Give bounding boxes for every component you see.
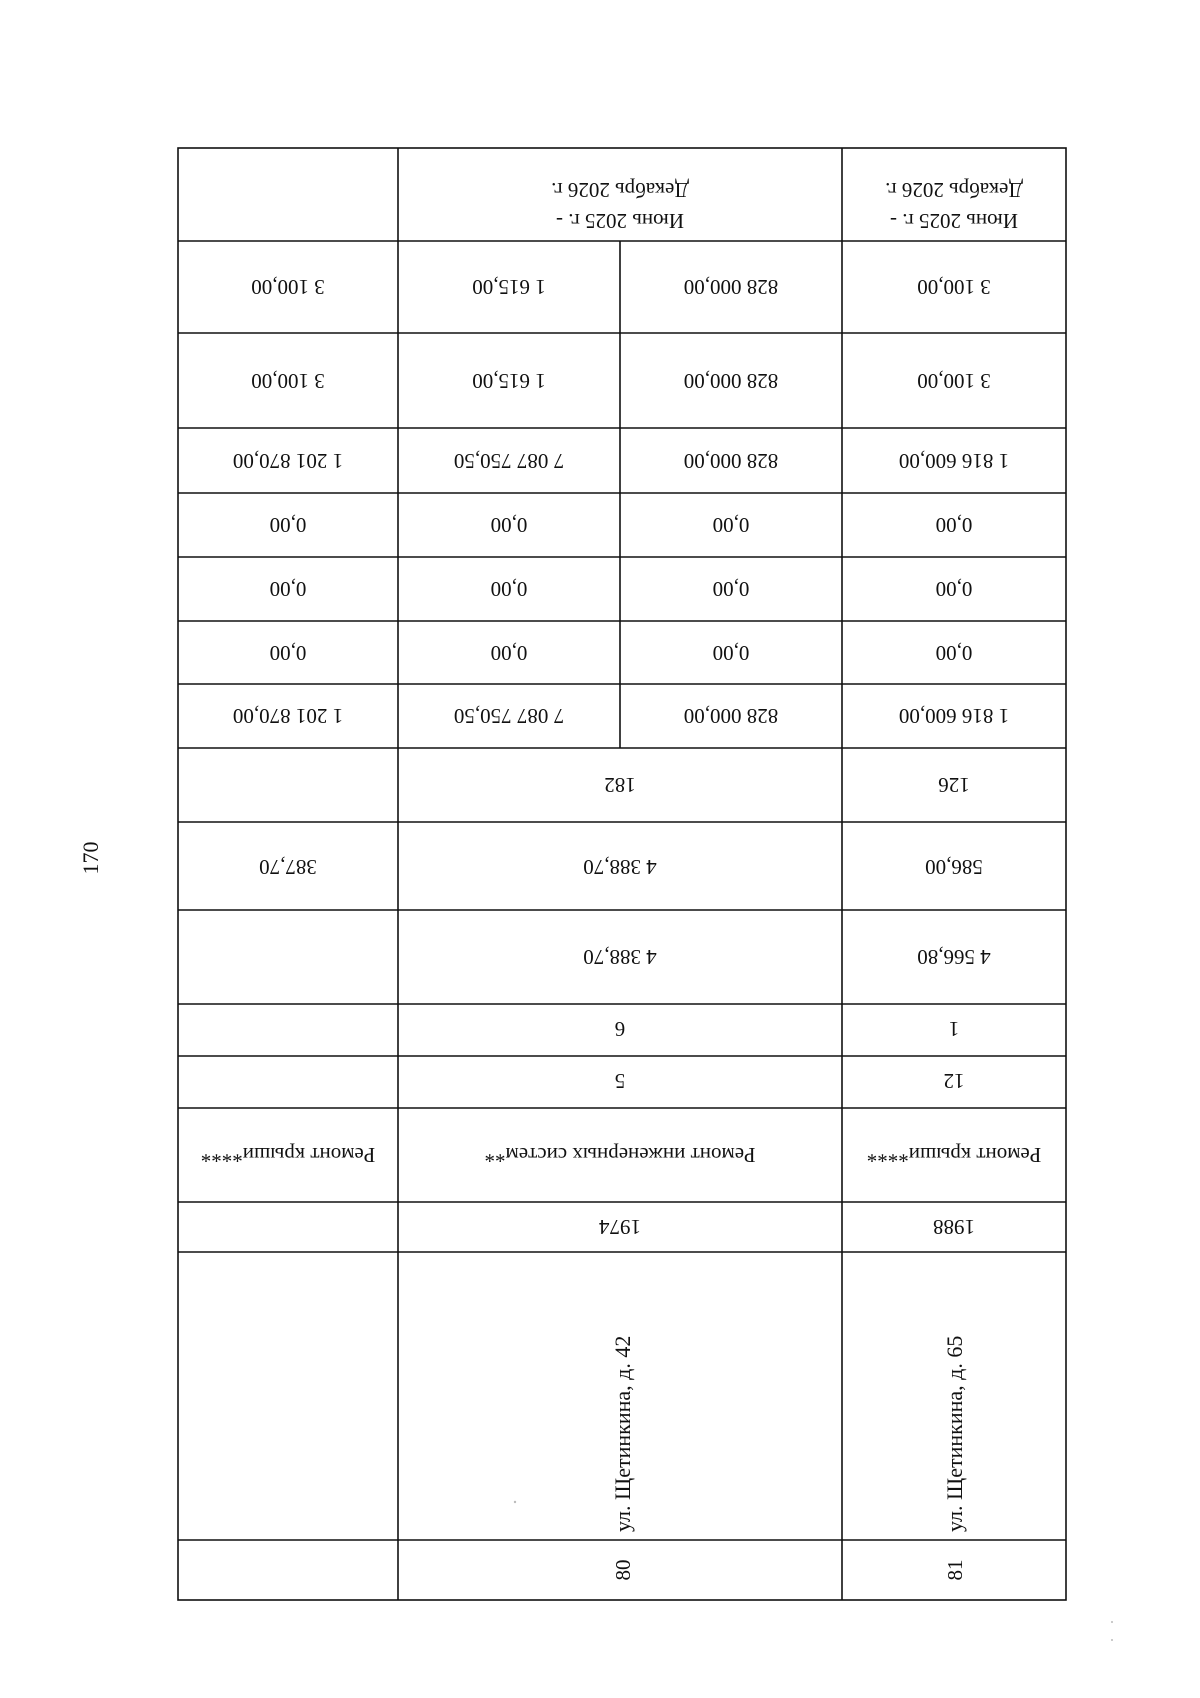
col-a: 0,00	[490, 641, 528, 665]
col-b: 0,00	[269, 577, 307, 601]
work-type: Ремонт крыши****	[866, 1143, 1042, 1167]
residents: 126	[938, 773, 970, 797]
col-b: 0,00	[935, 577, 973, 601]
cost-fund: 7 087 750,50	[453, 449, 565, 473]
col-c: 0,00	[490, 513, 528, 537]
entrances: 1	[948, 1017, 960, 1041]
row-80	[454, 178, 778, 1581]
col-b: 0,00	[490, 577, 528, 601]
col-a: 0,00	[712, 641, 750, 665]
cost-total: 1 201 870,00	[232, 704, 344, 728]
col-c: 0,00	[935, 513, 973, 537]
col-c: 0,00	[269, 513, 307, 537]
cost-total: 7 087 750,50	[453, 704, 565, 728]
row-80-roof	[201, 275, 375, 1167]
entrances: 6	[614, 1017, 626, 1041]
floors: 5	[614, 1069, 626, 1093]
area-work: 387,70	[259, 855, 317, 879]
scan-speck	[1111, 1639, 1113, 1641]
unit-cost: 1 615,00	[472, 369, 546, 393]
area-work: 4 388,70	[583, 855, 657, 879]
period-line-1: Июнь 2025 г. -	[556, 209, 684, 233]
floors: 12	[943, 1069, 965, 1093]
unit-limit: 828 000,00	[683, 275, 779, 299]
work-type: Ремонт крыши****	[200, 1143, 376, 1167]
address: ул. Щетинкина, д. 42	[610, 1335, 635, 1532]
col-a: 0,00	[269, 641, 307, 665]
col-a: 0,00	[935, 641, 973, 665]
row-number: 81	[943, 1559, 967, 1581]
unit-cost: 828 000,00	[683, 369, 779, 393]
work-type: Ремонт инженерных систем**	[484, 1143, 756, 1167]
cost-total: 1 816 600,00	[898, 704, 1010, 728]
period-line-2: Декабрь 2026 г.	[885, 178, 1023, 202]
scan-speck	[514, 1501, 516, 1503]
period-line-1: Июнь 2025 г. -	[890, 209, 1018, 233]
area-work: 586,00	[925, 855, 983, 879]
col-b: 0,00	[712, 577, 750, 601]
row-number: 80	[611, 1559, 635, 1581]
col-c: 0,00	[712, 513, 750, 537]
year: 1974	[599, 1215, 641, 1239]
cost-fund: 1 816 600,00	[898, 449, 1010, 473]
unit-limit: 3 100,00	[251, 275, 325, 299]
area-total: 4 566,80	[917, 945, 991, 969]
address: ул. Щетинкина, д. 65	[942, 1335, 967, 1532]
row-81	[867, 178, 1041, 1581]
cost-fund: 828 000,00	[683, 449, 779, 473]
year: 1988	[933, 1215, 975, 1239]
area-total: 4 388,70	[583, 945, 657, 969]
page-number: 170	[78, 841, 103, 875]
unit-cost: 3 100,00	[917, 369, 991, 393]
unit-limit: 3 100,00	[917, 275, 991, 299]
period-line-2: Декабрь 2026 г.	[551, 178, 689, 202]
unit-limit: 1 615,00	[472, 275, 546, 299]
cost-total: 828 000,00	[683, 704, 779, 728]
cost-fund: 1 201 870,00	[232, 449, 344, 473]
scan-speck	[1111, 1621, 1113, 1623]
residents: 182	[604, 773, 636, 797]
unit-cost: 3 100,00	[251, 369, 325, 393]
